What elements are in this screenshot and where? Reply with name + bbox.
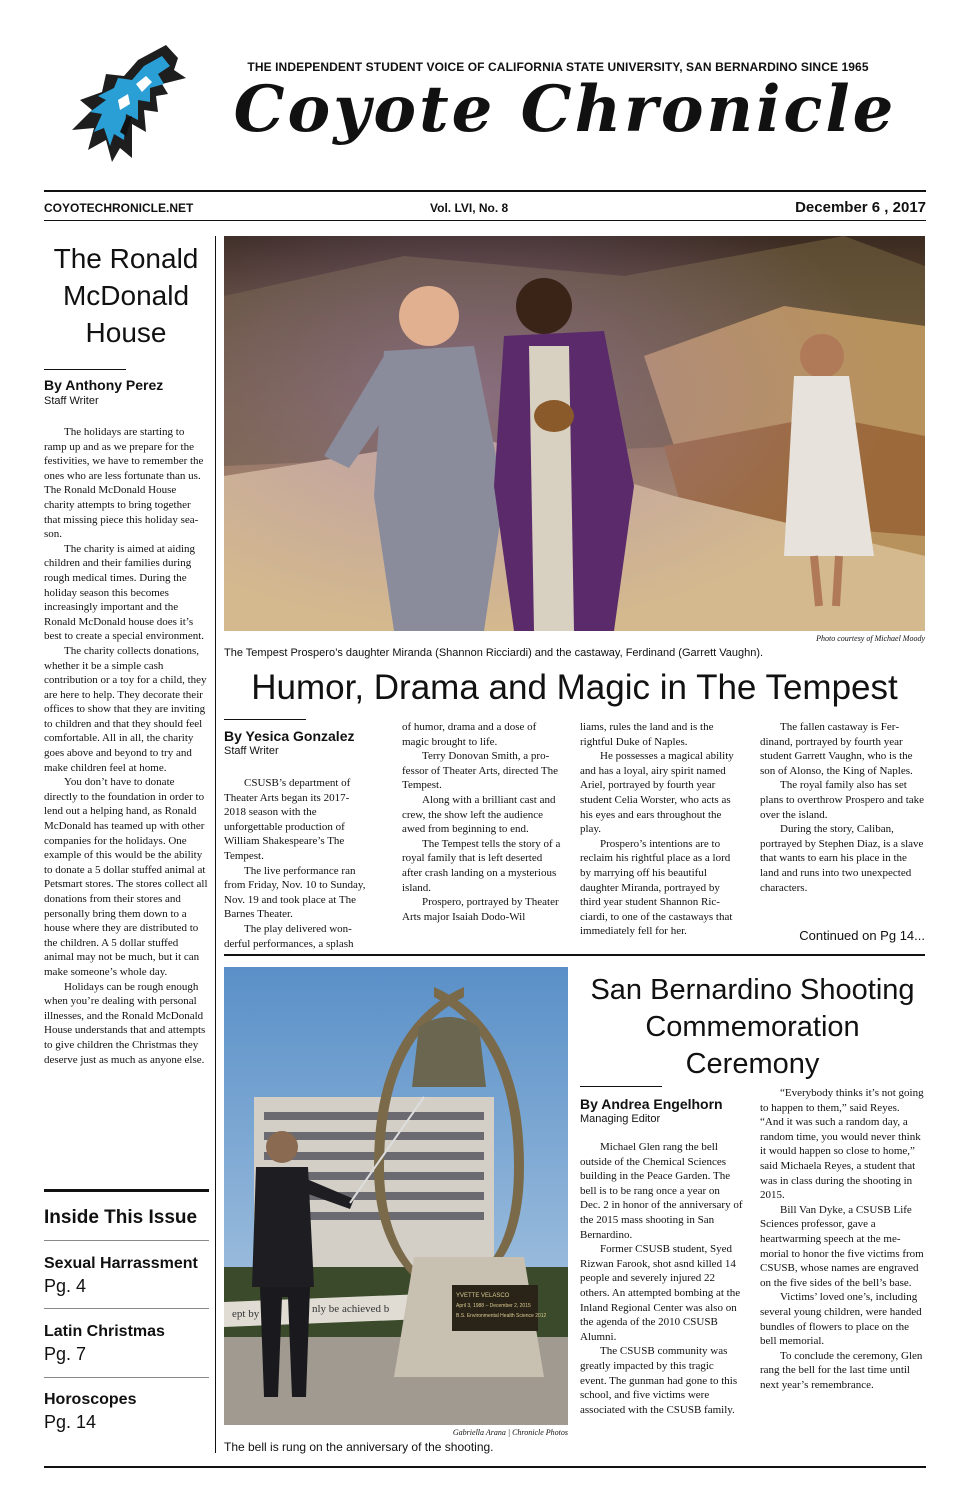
byline-rule — [580, 1086, 662, 1087]
byline-rule — [224, 719, 306, 720]
sb-paragraph: Bill Van Dyke, a CSUSB Life Sciences professor, gave a heartwarming speech at the memorial to honor the five victims from CSUSB, whose names are engraved on the five sides of the bell’s base. — [760, 1203, 924, 1289]
column-divider — [215, 236, 216, 1453]
rmh-paragraph: The charity is aimed at aiding children and their families during rough medical times. During the holiday season this becomes increasingly important and the Ronald McDonald house does it’s best to create a special environment. — [44, 542, 205, 643]
photo-caption: The bell is rung on the anniversary of the shooting. — [224, 1440, 494, 1454]
inside-item-name[interactable]: Horoscopes — [44, 1391, 137, 1408]
rmh-paragraph: You don’t have to donate directly to the foundation in order to lend out a helping hand, as Ronald McDonald has teamed up with other companies for the holidays. One example of this would be the ability to donate a 5 dollar stuffed animal at Petsmart stores. The stores collect all donations from their stores and personally bring them down to a house where they are distributed to the children. A 5 dollar stuffed animal may not be much, but it can make someone’s whole day. — [44, 776, 208, 978]
sb-byline: By Andrea Engelhorn — [580, 1096, 723, 1112]
tempest-paragraph: He possesses a magical ability and has a loyal, airy spirit named Ariel, portrayed by fourth year student Celia Worster, who acts as his eyes and ears throughout the play. — [580, 750, 734, 836]
tempest-role: Staff Writer — [224, 745, 279, 757]
photo-caption: The Tempest Prospero’s daughter Miranda (Shannon Ricciardi) and the castaway, Ferdinand (Garrett Vaughn). — [224, 647, 764, 659]
tempest-paragraph: The live performance ran from Friday, Nov. 10 to Sunday, Nov. 19 and took place at The Barnes Theater. — [224, 864, 366, 921]
tempest-headline: Humor, Drama and Magic in The Tempest — [251, 668, 898, 707]
tempest-paragraph: CSUSB’s department of Theater Arts began its 2017-2018 season with the unforgettable production of William Shakespeare’s The Tempest. — [224, 777, 351, 862]
photo-credit: Gabriella Arana | Chronicle Photos — [452, 1428, 568, 1437]
tempest-paragraph: The Tempest tells the story of a royal family that is left deserted after crash landing on a mysterious island. — [402, 837, 561, 894]
inside-issue-separator — [44, 1308, 209, 1309]
sb-column-2 — [760, 1086, 925, 1392]
tempest-paragraph: The royal family also has set plans to overthrow Prospero and take over the island. — [760, 779, 925, 821]
coyote-logo — [66, 40, 191, 170]
footer-rule — [44, 1466, 926, 1468]
tempest-byline: By Yesica Gonzalez — [224, 728, 355, 744]
tempest-paragraph: Along with a brilliant cast and crew, the show left the audience awed from beginning to end. — [402, 793, 556, 836]
issue-date: December 6 , 2017 — [795, 199, 926, 216]
sb-paragraph: Victims’ loved one’s, including several young children, were handed bundles of flowers to place on the bell memorial. — [760, 1291, 922, 1348]
tempest-paragraph: The play delivered wonderful performances, a splash — [224, 922, 354, 950]
sb-headline: San Bernardino Shooting Commemoration Ceremony — [590, 974, 915, 1080]
plaque-school: B.S. Environmental Health Science 2012 — [456, 1313, 547, 1319]
tempest-column-3 — [580, 720, 740, 939]
inside-item-name[interactable]: Latin Christmas — [44, 1323, 165, 1340]
sb-paragraph: Michael Glen rang the bell outside of the Chemical Sciences building in the Peace Garden. The bell is to be rang once a year on Dec. 2 in honor of the anniversary of the 2015 mass shooting in San Bernardino. — [580, 1141, 743, 1241]
masthead-rule-bottom — [44, 220, 926, 221]
volume-number: Vol. LVI, No. 8 — [430, 201, 509, 215]
rmh-paragraph: Holidays can be rough enough when you’re dealing with personal illnesses, and the Ronald McDonald House understands that and attempts to give children the Christmas they deserve just as much as anyone else. — [44, 980, 206, 1066]
byline-rule — [44, 369, 126, 370]
inside-item-page: Pg. 14 — [44, 1412, 97, 1432]
rmh-paragraph: The holidays are starting to ramp up and as we prepare for the festivities, we have to remember the ones who are less fortunate than us. The Ronald McDonald House charity attempts to bring together that missing piece this holiday season. — [44, 426, 204, 541]
tempest-paragraph: liams, rules the land and is the rightful Duke of Naples. — [580, 721, 714, 748]
tempest-column-4 — [760, 720, 925, 895]
plaque-dates: April 3, 1988 – December 2, 2015 — [456, 1303, 531, 1309]
rmh-article-body — [44, 425, 209, 1067]
website-link[interactable]: COYOTECHRONICLE.NET — [44, 201, 194, 215]
inside-issue-rule — [44, 1189, 209, 1192]
rmh-paragraph: The charity collects donations, whether it be a simple cash contribution or a toy for a child, they are here to help. They decorate their offices to show that they are inviting to children and that they should feel comfortable. All in all, the charity goes above and beyond to try and make children feel at home. — [44, 644, 207, 774]
sb-role: Managing Editor — [580, 1113, 661, 1125]
inside-item-name[interactable]: Sexual Harrassment — [44, 1255, 198, 1272]
newspaper-nameplate: Coyote Chronicle — [233, 72, 897, 147]
tempest-paragraph: of humor, drama and a dose of magic brought to life. — [402, 721, 537, 748]
tempest-column-1 — [224, 776, 370, 951]
sb-paragraph: The CSUSB community was greatly impacted by this tragic event. The gunman had gone to this school, and five victims were associated with the CSUSB family. — [580, 1345, 738, 1416]
sb-paragraph: To conclude the ceremony, Glen rang the bell for the last time until next year’s remembrance. — [760, 1349, 923, 1391]
tempest-paragraph: Terry Donovan Smith, a professor of Theater Arts, directed The Tempest. — [402, 750, 558, 792]
section-rule — [224, 954, 925, 956]
inside-issue-separator — [44, 1377, 209, 1378]
tempest-paragraph: Prospero, portrayed by Theater Arts major Isaiah Dodo-Wil — [402, 896, 559, 923]
sb-paragraph: Former CSUSB student, Syed Rizwan Farook, shot asnd killed 14 people and severely injured 22 others. An attempted bombing at the Inland Regional Center was also on the agenda of the 2010 CSUSB Alumni. — [580, 1243, 741, 1343]
tempest-column-2 — [402, 720, 562, 924]
wall-inscription-left: ept by — [232, 1308, 260, 1320]
rmh-byline: By Anthony Perez — [44, 377, 164, 393]
plaque-name: YVETTE VELASCO — [456, 1293, 510, 1299]
bell-ceremony-photo — [224, 967, 568, 1425]
wall-inscription-right: nly be achieved b — [312, 1303, 390, 1315]
continued-link[interactable]: Continued on Pg 14... — [799, 928, 925, 943]
rmh-headline: The Ronald McDonald House — [53, 243, 199, 348]
tempest-paragraph: During the story, Caliban, portrayed by Stephen Diaz, is a slave that wants to earn his place in the land and runs into two unexpected characters. — [760, 823, 924, 894]
masthead-tagline: THE INDEPENDENT STUDENT VOICE OF CALIFORNIA STATE UNIVERSITY, SAN BERNARDINO SINCE 1965 — [247, 60, 869, 74]
tempest-paragraph: Prospero’s intentions are to reclaim his rightful place as a lord by marrying off his beautiful daughter Miranda, portrayed by third year student Shannon Ricciardi, to one of the castaways that immediately fell for her. — [580, 837, 733, 938]
sb-column-1 — [580, 1140, 743, 1417]
inside-item-page: Pg. 7 — [44, 1344, 87, 1364]
tempest-paragraph: The fallen castaway is Ferdinand, portrayed by fourth year student Garrett Vaughn, who is the son of Alonso, the King of Naples. — [760, 721, 913, 777]
sb-paragraph: “Everybody thinks it’s not going to happen to them,” said Reyes. “And it was such a random day, a random time, you would never think it would happen so close to home,” said Michaela Reyes, a student that was in class during the shooting in 2015. — [760, 1087, 924, 1202]
inside-issue-separator — [44, 1240, 209, 1241]
inside-item-page: Pg. 4 — [44, 1276, 87, 1296]
rmh-role: Staff Writer — [44, 395, 99, 407]
photo-credit: Photo courtesy of Michael Moody — [816, 634, 925, 643]
tempest-stage-photo — [224, 236, 925, 631]
inside-issue-title: Inside This Issue — [44, 1207, 198, 1228]
masthead-rule — [44, 190, 926, 192]
